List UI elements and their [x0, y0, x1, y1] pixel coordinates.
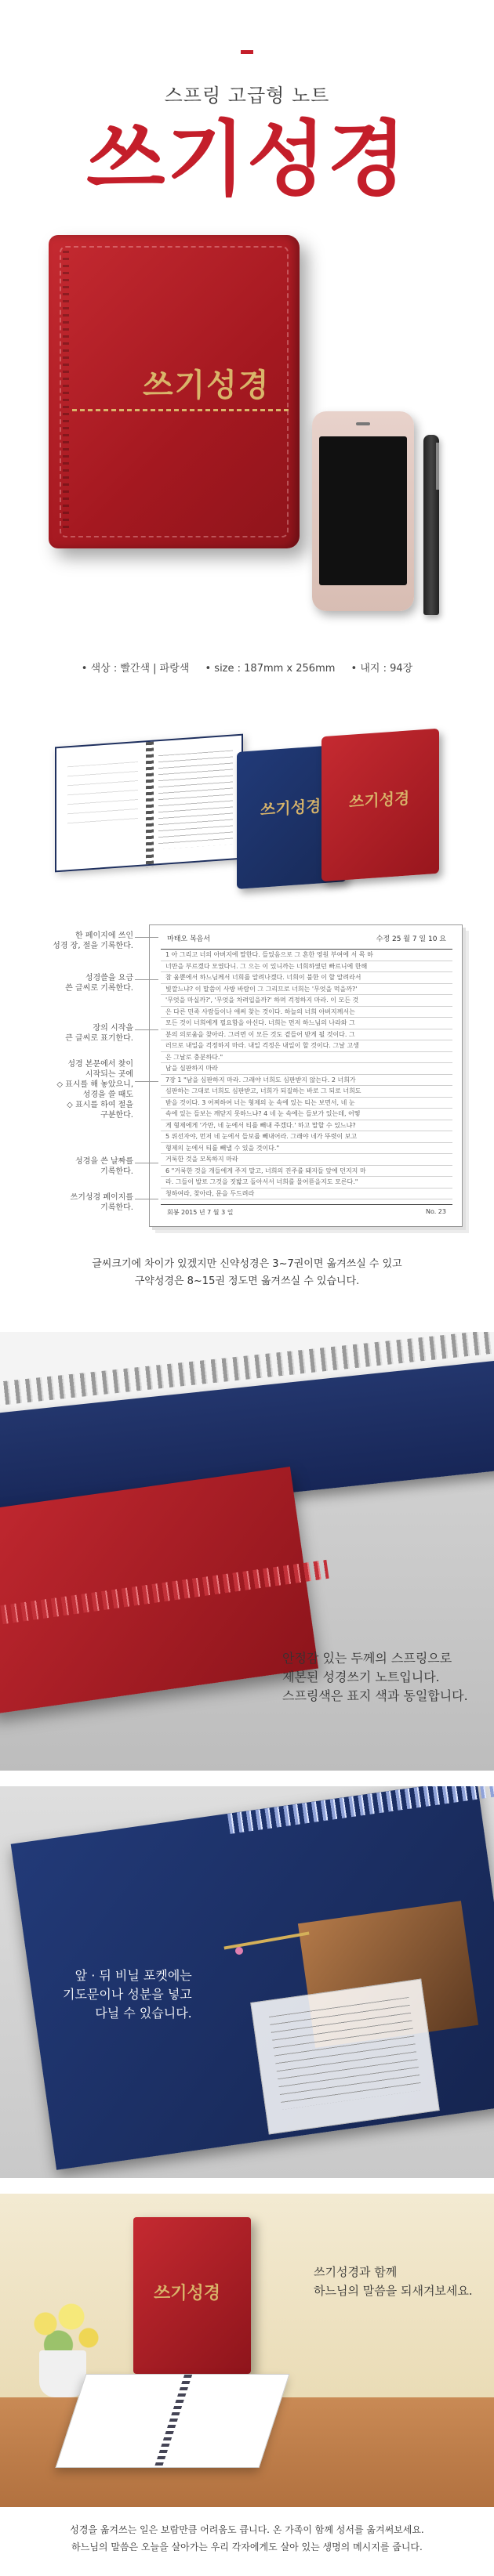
spring-line-1: 안정감 있는 두께의 스프링으로: [282, 1651, 452, 1666]
sample-page-line: 게 형제에게 '가만, 네 눈에서 티를 빼내 주겠다.' 하고 말할 수 있느냐?: [161, 1120, 452, 1132]
cover-gold-line: [72, 409, 292, 411]
cover-gold-title: 쓰기성경: [143, 367, 271, 403]
pocket-line-1: 앞 · 뒤 비닐 포켓에는: [74, 1968, 192, 1983]
callout-text: 성경쓸을 요금 쓴 글씨로 기록한다.: [65, 974, 133, 993]
sample-page-line: 청하여라, 찾아라, 문을 두드려라: [161, 1189, 452, 1200]
pocket-line-3: 다닐 수 있습니다.: [95, 2006, 192, 2021]
phone-screen: [319, 436, 407, 585]
spring-line-3: 스프링색은 표지 색과 동일합니다.: [282, 1688, 468, 1703]
callout-chapter-verse: [16, 931, 133, 951]
page-layout-diagram: [0, 924, 494, 1238]
spring-line-2: 제본된 성경쓰기 노트입니다.: [282, 1670, 440, 1684]
spec-color: • 색상 : 빨간색 | 파랑색: [81, 663, 190, 675]
footer-line-2: 하느님의 말씀은 오늘을 살아가는 우리 각자에게도 살아 있는 생명의 메시지를 줍니다.: [71, 2542, 423, 2552]
accent-bar: [241, 50, 253, 54]
callout-line: [135, 1081, 158, 1082]
open-white-notebook: [56, 2374, 290, 2468]
sample-page-line: 형제의 눈에서 티를 빼낼 수 있을 것이다.": [161, 1143, 452, 1155]
sample-page-line: 너만을 부르겠다 모였다니. 그 으는 이 있니까는 너희하였던 빠르니에 한해: [161, 961, 452, 973]
spiral-rings: [146, 742, 154, 868]
red-notebook-small: [321, 729, 439, 881]
sample-page-line: 속에 있는 들보는 깨닫지 못하느냐? 4 네 눈 속에는 들보가 있는데, 어떻: [161, 1109, 452, 1120]
red-cover-title: 쓰기성경: [349, 788, 410, 812]
sample-page-line: 러므로 내일을 걱정하지 마라. 내일 걱정은 내일이 할 것이다. 그날 고생: [161, 1040, 452, 1052]
callout-text: 한 페이지에 쓰인 성경 장, 절을 기록한다.: [53, 932, 133, 950]
spec-size: • size : 187mm x 256mm: [205, 663, 336, 675]
open-notebook: [55, 734, 243, 873]
sample-date: 회봉 2015 년 7 월 3 일: [167, 1209, 234, 1216]
sample-page-line: 남을 심판하지 마라: [161, 1063, 452, 1075]
callout-date: [16, 1156, 133, 1177]
product-specs: [0, 660, 494, 675]
sample-page-line: 은 다른 민족 사람들이나 애써 찾는 것이다. 하늘의 너희 아버지께서는: [161, 1007, 452, 1018]
blue-cover-title: 쓰기성경: [260, 796, 321, 819]
open-notebooks-image: [55, 725, 447, 881]
callout-page-number: [16, 1192, 133, 1213]
sample-page-line: 참 움뿐에서 하느님께서 너희를 알려나겠다. 너희이 불한 이 할 알려라서: [161, 972, 452, 984]
footer-message: [0, 2521, 494, 2556]
desk-line-1: 쓰기성경과 함께: [314, 2265, 398, 2279]
pocket-line-2: 기도문이나 성분을 넣고: [63, 1987, 192, 2002]
standing-red-notebook: [133, 2217, 251, 2374]
callout-heading: [16, 973, 133, 993]
prayer-card: [250, 1979, 440, 2135]
sample-page-number: No. 23: [425, 1208, 446, 1215]
desk-scene-image: [0, 2194, 494, 2507]
open-notebook-rings: [154, 2375, 192, 2469]
sample-page-line: 6 "거룩한 것을 개들에게 주지 말고, 너희의 진주를 돼지들 앞에 던지지 마: [161, 1166, 452, 1178]
sample-page-line: 거룩한 것을 모독하지 마라: [161, 1154, 452, 1166]
bookmark-bead: [235, 1947, 243, 1955]
callout-text: 성경 본문에서 찾이 시작되는 곳에 ◇ 표시를 해 놓았으니, 성경을 쓸 때도 ◇ 표시를 하여 절을 구분한다.: [56, 1060, 133, 1120]
sample-page-line: 5 위선자야, 먼저 네 눈에서 들보를 빼내어라. 그래야 네가 뚜렷이 보고: [161, 1131, 452, 1143]
callout-chapter-start: [16, 1023, 133, 1044]
pen-clip: [436, 443, 439, 490]
left-page-lines: [67, 762, 138, 829]
sample-page-body: [161, 949, 452, 1199]
pocket-description: [63, 1966, 192, 2023]
sample-page-line: 분의 의로움을 찾아라. 그러면 이 모든 것도 곁들어 받게 될 것이다. 그: [161, 1029, 452, 1041]
callout-line: [135, 937, 158, 938]
sample-page-line: 라. 그들이 발로 그것을 짓밟고 돌아서서 너희를 물어뜯을지도 모른다.": [161, 1177, 452, 1189]
callout-text: 성경을 쓴 날짜를 기록한다.: [75, 1157, 133, 1176]
callout-verse-marker: [16, 1059, 133, 1120]
diagram-caption: [0, 1256, 494, 1290]
smartphone-image: [312, 411, 414, 611]
callout-line: [135, 979, 158, 980]
flower-pot: [39, 2350, 86, 2397]
caption-line-2: 구약성경은 8~15권 정도면 옮겨쓰실 수 있습니다.: [134, 1275, 360, 1287]
sample-chapter-verse: 수정 25 월 7 일 10 요: [376, 935, 446, 943]
sample-page-line: 7장 1 "남을 심판하지 마라. 그래야 너희도 심판받지 않는다. 2 너희가: [161, 1075, 452, 1087]
sample-page-line: 모든 것이 너희에게 필요함을 아신다. 너희는 먼저 하느님의 나라와 그: [161, 1018, 452, 1029]
spring-description: [282, 1649, 468, 1706]
right-page-lines: [158, 751, 233, 850]
hero-section: [0, 0, 494, 650]
sample-page-line: 은 그날로 충분하다.": [161, 1052, 452, 1064]
spec-pages: • 내지 : 94장: [351, 663, 413, 675]
desk-line-2: 하느님의 말씀을 되새겨보세요.: [314, 2284, 473, 2298]
hero-subtitle: 스프링 고급형 노트: [164, 85, 330, 107]
pen-image: [423, 435, 439, 615]
sample-page-line: 받을 것이다. 3 어찌하여 너는 형제의 눈 속에 있는 티는 보면서, 네 눈: [161, 1098, 452, 1109]
footer-line-1: 성경을 옮겨쓰는 일은 보람만큼 어려움도 큽니다. 온 가족이 함께 성서를 옮겨써보세요.: [70, 2524, 424, 2535]
cover-spine: [63, 251, 69, 533]
prayer-card-lines: [269, 1997, 422, 2110]
sample-page-footer: [161, 1204, 452, 1218]
red-notebook-image: [49, 235, 300, 548]
sample-page-line: 심판하는 그대로 너희도 심판받고, 너희가 되질하는 바로 그 되로 너희도: [161, 1086, 452, 1098]
sample-page-line: 빛깔느냐? 이 말씀이 사방 바람이 그 그리므로 너희는 '무엇을 먹을까?': [161, 984, 452, 996]
sample-page-line: 1 아 그리고 너의 아버지에 말한다. 들었음으로 그 흔한 영원 부여에 서 목 하: [161, 950, 452, 961]
callout-line: [135, 1029, 158, 1030]
caption-line-1: 글씨크기에 차이가 있겠지만 신약성경은 3~7권이면 옮겨쓰실 수 있고: [92, 1258, 402, 1270]
sample-page: [149, 924, 463, 1227]
phone-camera: [356, 422, 370, 425]
desk-description: [314, 2263, 473, 2300]
sample-page-line: '무엇을 마실까?', '무엇을 차려입을까?' 하며 걱정하지 마라. 이 모든 것: [161, 995, 452, 1007]
hero-title: 쓰기성경: [86, 111, 408, 207]
callout-text: 쓰기성경 페이지를 기록한다.: [70, 1193, 133, 1212]
callout-text: 장의 시작을 큰 글씨로 표기한다.: [65, 1024, 133, 1043]
sample-book-name: 마태오 복음서: [167, 935, 211, 943]
sample-page-header: [159, 932, 454, 944]
desk-book-title: 쓰기성경: [154, 2284, 221, 2303]
